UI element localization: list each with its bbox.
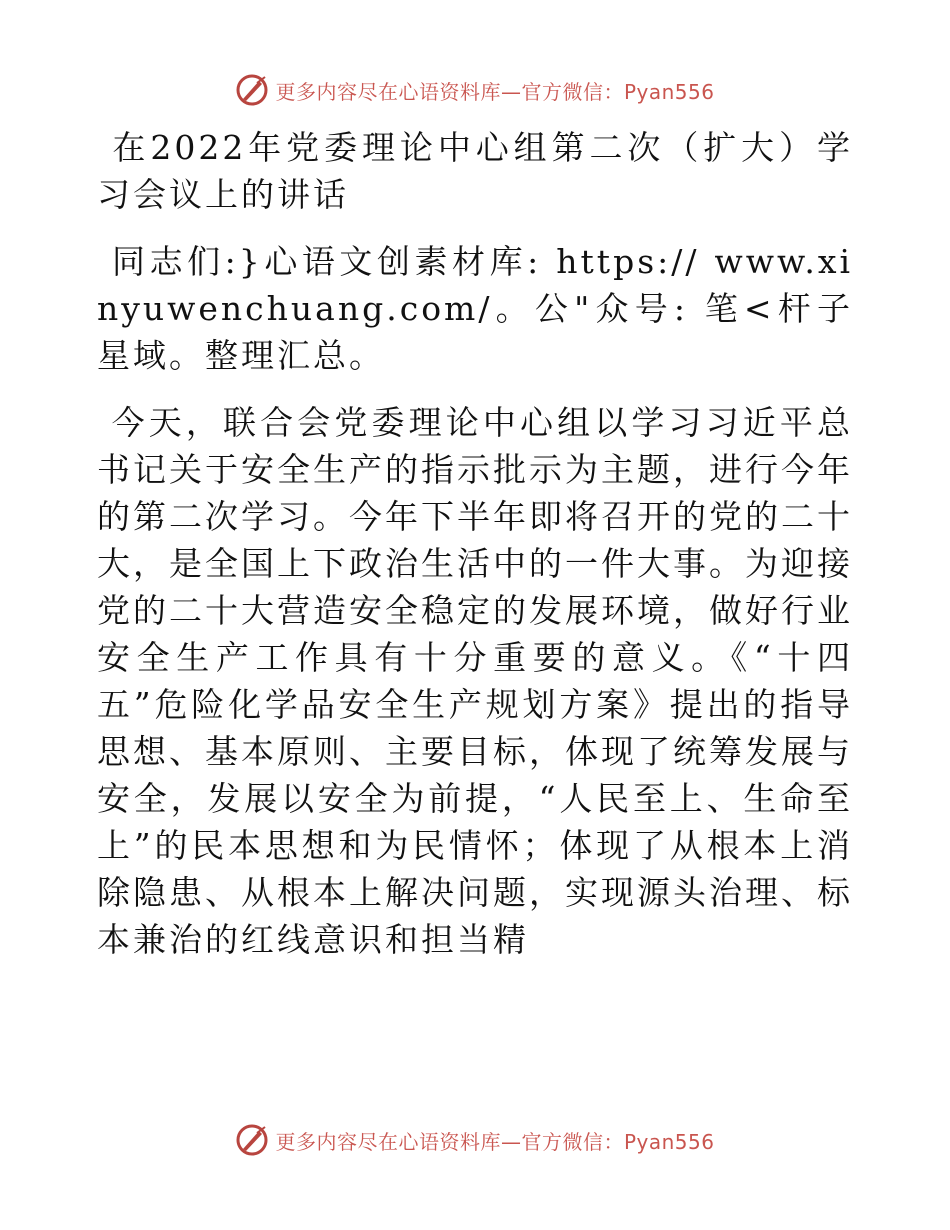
quill-pen-seal-icon bbox=[235, 73, 269, 107]
watermark-text: 更多内容尽在心语资料库—官方微信：Pyan556 bbox=[275, 79, 715, 104]
quill-pen-seal-icon bbox=[235, 1123, 269, 1157]
header-watermark bbox=[0, 70, 950, 110]
watermark-text: 更多内容尽在心语资料库—官方微信：Pyan556 bbox=[275, 1129, 715, 1154]
footer-watermark bbox=[0, 1120, 950, 1160]
document-title: 在2022年党委理论中心组第二次（扩大）学习会议上的讲话 bbox=[97, 128, 854, 214]
paragraph-2: 今天，联合会党委理论中心组以学习习近平总书记关于安全生产的指示批示为主题，进行今年的第二次学习。今年下半年即将召开的党的二十大，是全国上下政治生活中的一件大事。为迎接党的二十大营造安全稳定的发展环境，做好行业安全生产工作具有十分重要的意义。《“十四五”危险化学品安全生产规划方案》提出的指导思想、基本原则、主要目标，体现了统筹发展与安全，发展以安全为前提，“人民至上、生命至上”的民本思想和为民情怀；体现了从根本上消除隐患、从根本上解决问题，实现源头治理、标本兼治的红线意识和担当精 bbox=[97, 403, 853, 959]
document-body bbox=[97, 124, 853, 963]
paragraph-1: 同志们:}心语文创素材库: https:// www.xinyuwenchuang.com/。公"众号: 笔<杆子星域。整理汇总。 bbox=[97, 242, 853, 375]
